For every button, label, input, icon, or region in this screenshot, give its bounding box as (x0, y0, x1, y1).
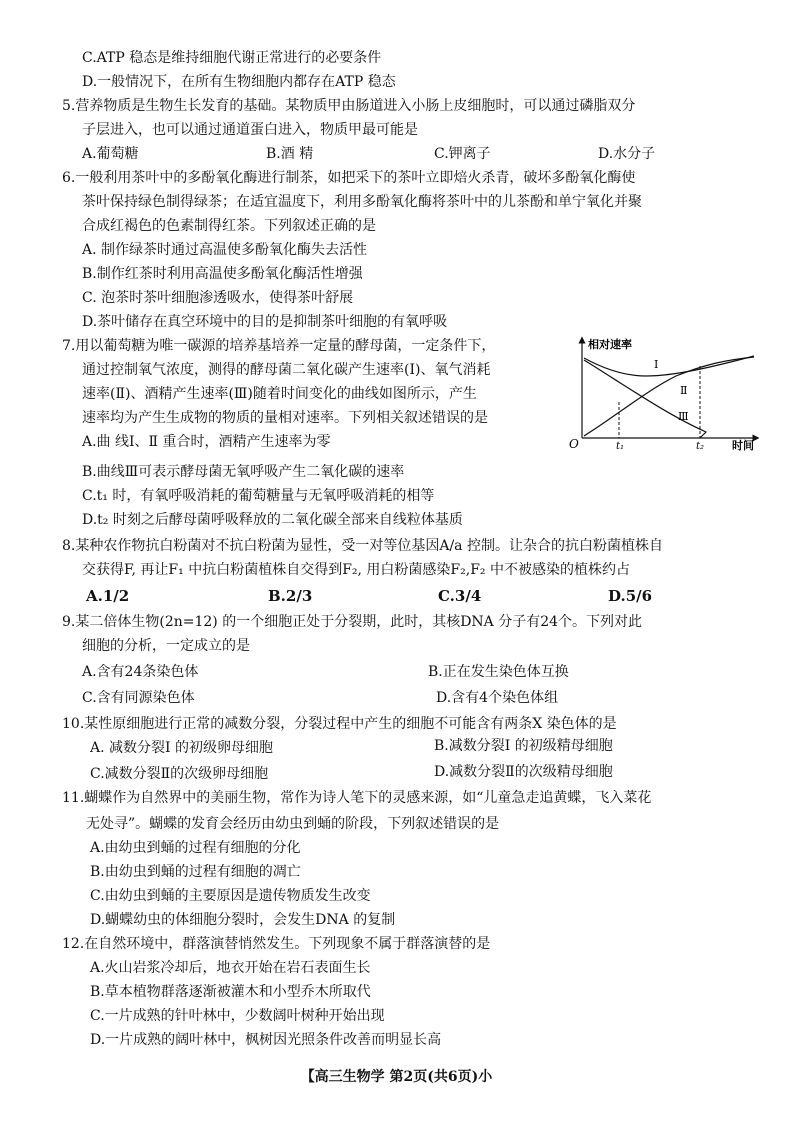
curve-ii-label: Ⅱ (680, 384, 688, 397)
q7-stem-line2: 通过控制氧气浓度，测得的酵母菌二氧化碳产生速率(I)、氧气消耗 (82, 362, 491, 378)
q6-option-d: D.茶叶储存在真空环境中的目的是抑制茶叶细胞的有氧呼吸 (82, 314, 448, 330)
q6-option-a: A. 制作绿茶时通过高温使多酚氧化酶失去活性 (82, 242, 368, 258)
q8-option-b: B.2/3 (268, 587, 313, 605)
q12-stem-line1: 12.在自然环境中，群落演替悄然发生。下列现象不属于群落演替的是 (62, 936, 491, 952)
q5-stem-line2: 子层进入，也可以通过通道蛋白进入，物质甲最可能是 (82, 122, 418, 138)
q8-option-d: D.5/6 (608, 587, 653, 605)
q8-stem-line1: 8.某种农作物抗白粉菌对不抗白粉菌为显性，受一对等位基因A/a 控制。让杂合的抗白粉菌植株自 (62, 538, 663, 554)
q12-option-c: C.一片成熟的针叶林中，少数阔叶树种开始出现 (90, 1008, 385, 1024)
q9-option-a: A.含有24条染色体 (82, 664, 199, 680)
q9-stem-line1: 9.某二倍体生物(2n=12) 的一个细胞正处于分裂期，此时，其核DNA 分子有24个。下列对此 (62, 614, 643, 630)
origin-label: O (569, 437, 579, 451)
q6-stem-line1: 6.一般利用茶叶中的多酚氧化酶进行制茶，如把采下的茶叶立即焙火杀青，破坏多酚氧化酶使 (62, 170, 636, 186)
q11-option-a: A.由幼虫到蛹的过程有细胞的分化 (90, 840, 301, 856)
q5-option-b: B.酒 精 (266, 146, 314, 162)
q6-stem-line3: 合成红褐色的色素制得红茶。下列叙述正确的是 (82, 218, 376, 234)
q12-option-d: D.一片成熟的阔叶林中，枫树因光照条件改善而明显长高 (90, 1032, 442, 1048)
q6-stem-line2: 茶叶保持绿色制得绿茶；在适宜温度下，利用多酚氧化酶将茶叶中的儿茶酚和单宁氧化并聚 (82, 194, 642, 210)
q7-stem-line3: 速率(Ⅱ)、酒精产生速率(Ⅲ)随着时间变化的曲线如图所示，产生 (82, 386, 477, 402)
q8-option-c: C.3/4 (438, 587, 482, 605)
q11-option-b: B.由幼虫到蛹的过程有细胞的凋亡 (90, 864, 301, 880)
q11-option-c: C.由幼虫到蛹的主要原因是遗传物质发生改变 (90, 888, 371, 904)
q5-option-a: A.葡萄糖 (82, 146, 139, 162)
q8-stem-line2: 交获得F, 再让F₁ 中抗白粉菌植株自交得到F₂, 用白粉菌感染F₂,F₂ 中不被感染的植株约占 (82, 562, 630, 578)
t2-label: t₂ (696, 441, 705, 452)
q10-option-c: C.减数分裂Ⅱ的次级卵母细胞 (90, 766, 269, 782)
q11-option-d: D.蝴蝶幼虫的体细胞分裂时，会发生DNA 的复制 (90, 912, 396, 928)
curve-iii-label: Ⅲ (678, 410, 689, 423)
curve-i-label: I (654, 358, 659, 371)
q10-option-d: D.减数分裂Ⅱ的次级精母细胞 (434, 764, 613, 780)
q6-option-b: B.制作红茶时利用高温使多酚氧化酶活性增强 (82, 266, 363, 282)
curve-i (584, 356, 754, 376)
option-d-prev: D.一般情况下，在所有生物细胞内都存在ATP 稳态 (82, 74, 396, 90)
q9-stem-line2: 细胞的分析，一定成立的是 (82, 638, 250, 654)
q10-option-a: A. 减数分裂I 的初级卵母细胞 (90, 740, 273, 756)
q7-option-b: B.曲线Ⅲ可表示酵母菌无氧呼吸产生二氧化碳的速率 (82, 464, 405, 480)
option-c-prev: C.ATP 稳态是维持细胞代谢正常进行的必要条件 (82, 50, 382, 66)
q11-stem-line1: 11.蝴蝶作为自然界中的美丽生物，常作为诗人笔下的灵感来源，如“儿童急走追黄蝶，飞入菜花 (62, 790, 652, 806)
q12-option-b: B.草本植物群落逐渐被灌木和小型乔木所取代 (90, 984, 371, 1000)
q12-option-a: A.火山岩浆冷却后，地衣开始在岩石表面生长 (90, 960, 371, 976)
q9-option-d: D.含有4个染色体组 (436, 690, 559, 706)
q7-rate-graph (566, 336, 762, 452)
q10-stem-line1: 10.某性原细胞进行正常的减数分裂，分裂过程中产生的细胞不可能含有两条X 染色体的是 (62, 716, 617, 732)
q5-stem-line1: 5.营养物质是生物生长发育的基础。某物质甲由肠道进入小肠上皮细胞时，可以通过磷脂双分 (62, 98, 636, 114)
q7-option-a: A.曲 线I、Ⅱ 重合时，酒精产生速率为零 (82, 434, 331, 450)
q7-option-d: D.t₂ 时刻之后酵母菌呼吸释放的二氧化碳全部来自线粒体基质 (82, 512, 463, 528)
q8-option-a: A.1/2 (86, 587, 130, 605)
q5-option-d: D.水分子 (598, 146, 656, 162)
q9-option-b: B.正在发生染色体互换 (428, 664, 569, 680)
page-footer: 【高三生物学 第2页(共6页)小 (300, 1069, 493, 1085)
q6-option-c: C. 泡茶时茶叶细胞渗透吸水，使得茶叶舒展 (82, 290, 354, 306)
q7-stem-line4: 速率均为产生生成物的物质的量相对速率。下列相关叙述错误的是 (82, 410, 488, 426)
q5-option-c: C.钾离子 (434, 146, 491, 162)
y-axis-label: 相对速率 (588, 338, 632, 351)
q10-option-b: B.减数分裂I 的初级精母细胞 (434, 738, 613, 754)
q7-option-c: C.t₁ 时，有氧呼吸消耗的葡萄糖量与无氧呼吸消耗的相等 (82, 488, 435, 504)
q11-stem-line2: 无处寻”。蝴蝶的发育会经历由幼虫到蛹的阶段，下列叙述错误的是 (86, 816, 500, 832)
q7-stem-line1: 7.用以葡萄糖为唯一碳源的培养基培养一定量的酵母菌，一定条件下， (62, 338, 496, 354)
t1-label: t₁ (616, 441, 625, 452)
q9-option-c: C.含有同源染色体 (82, 690, 195, 706)
x-axis-label: 时间 (732, 439, 754, 452)
